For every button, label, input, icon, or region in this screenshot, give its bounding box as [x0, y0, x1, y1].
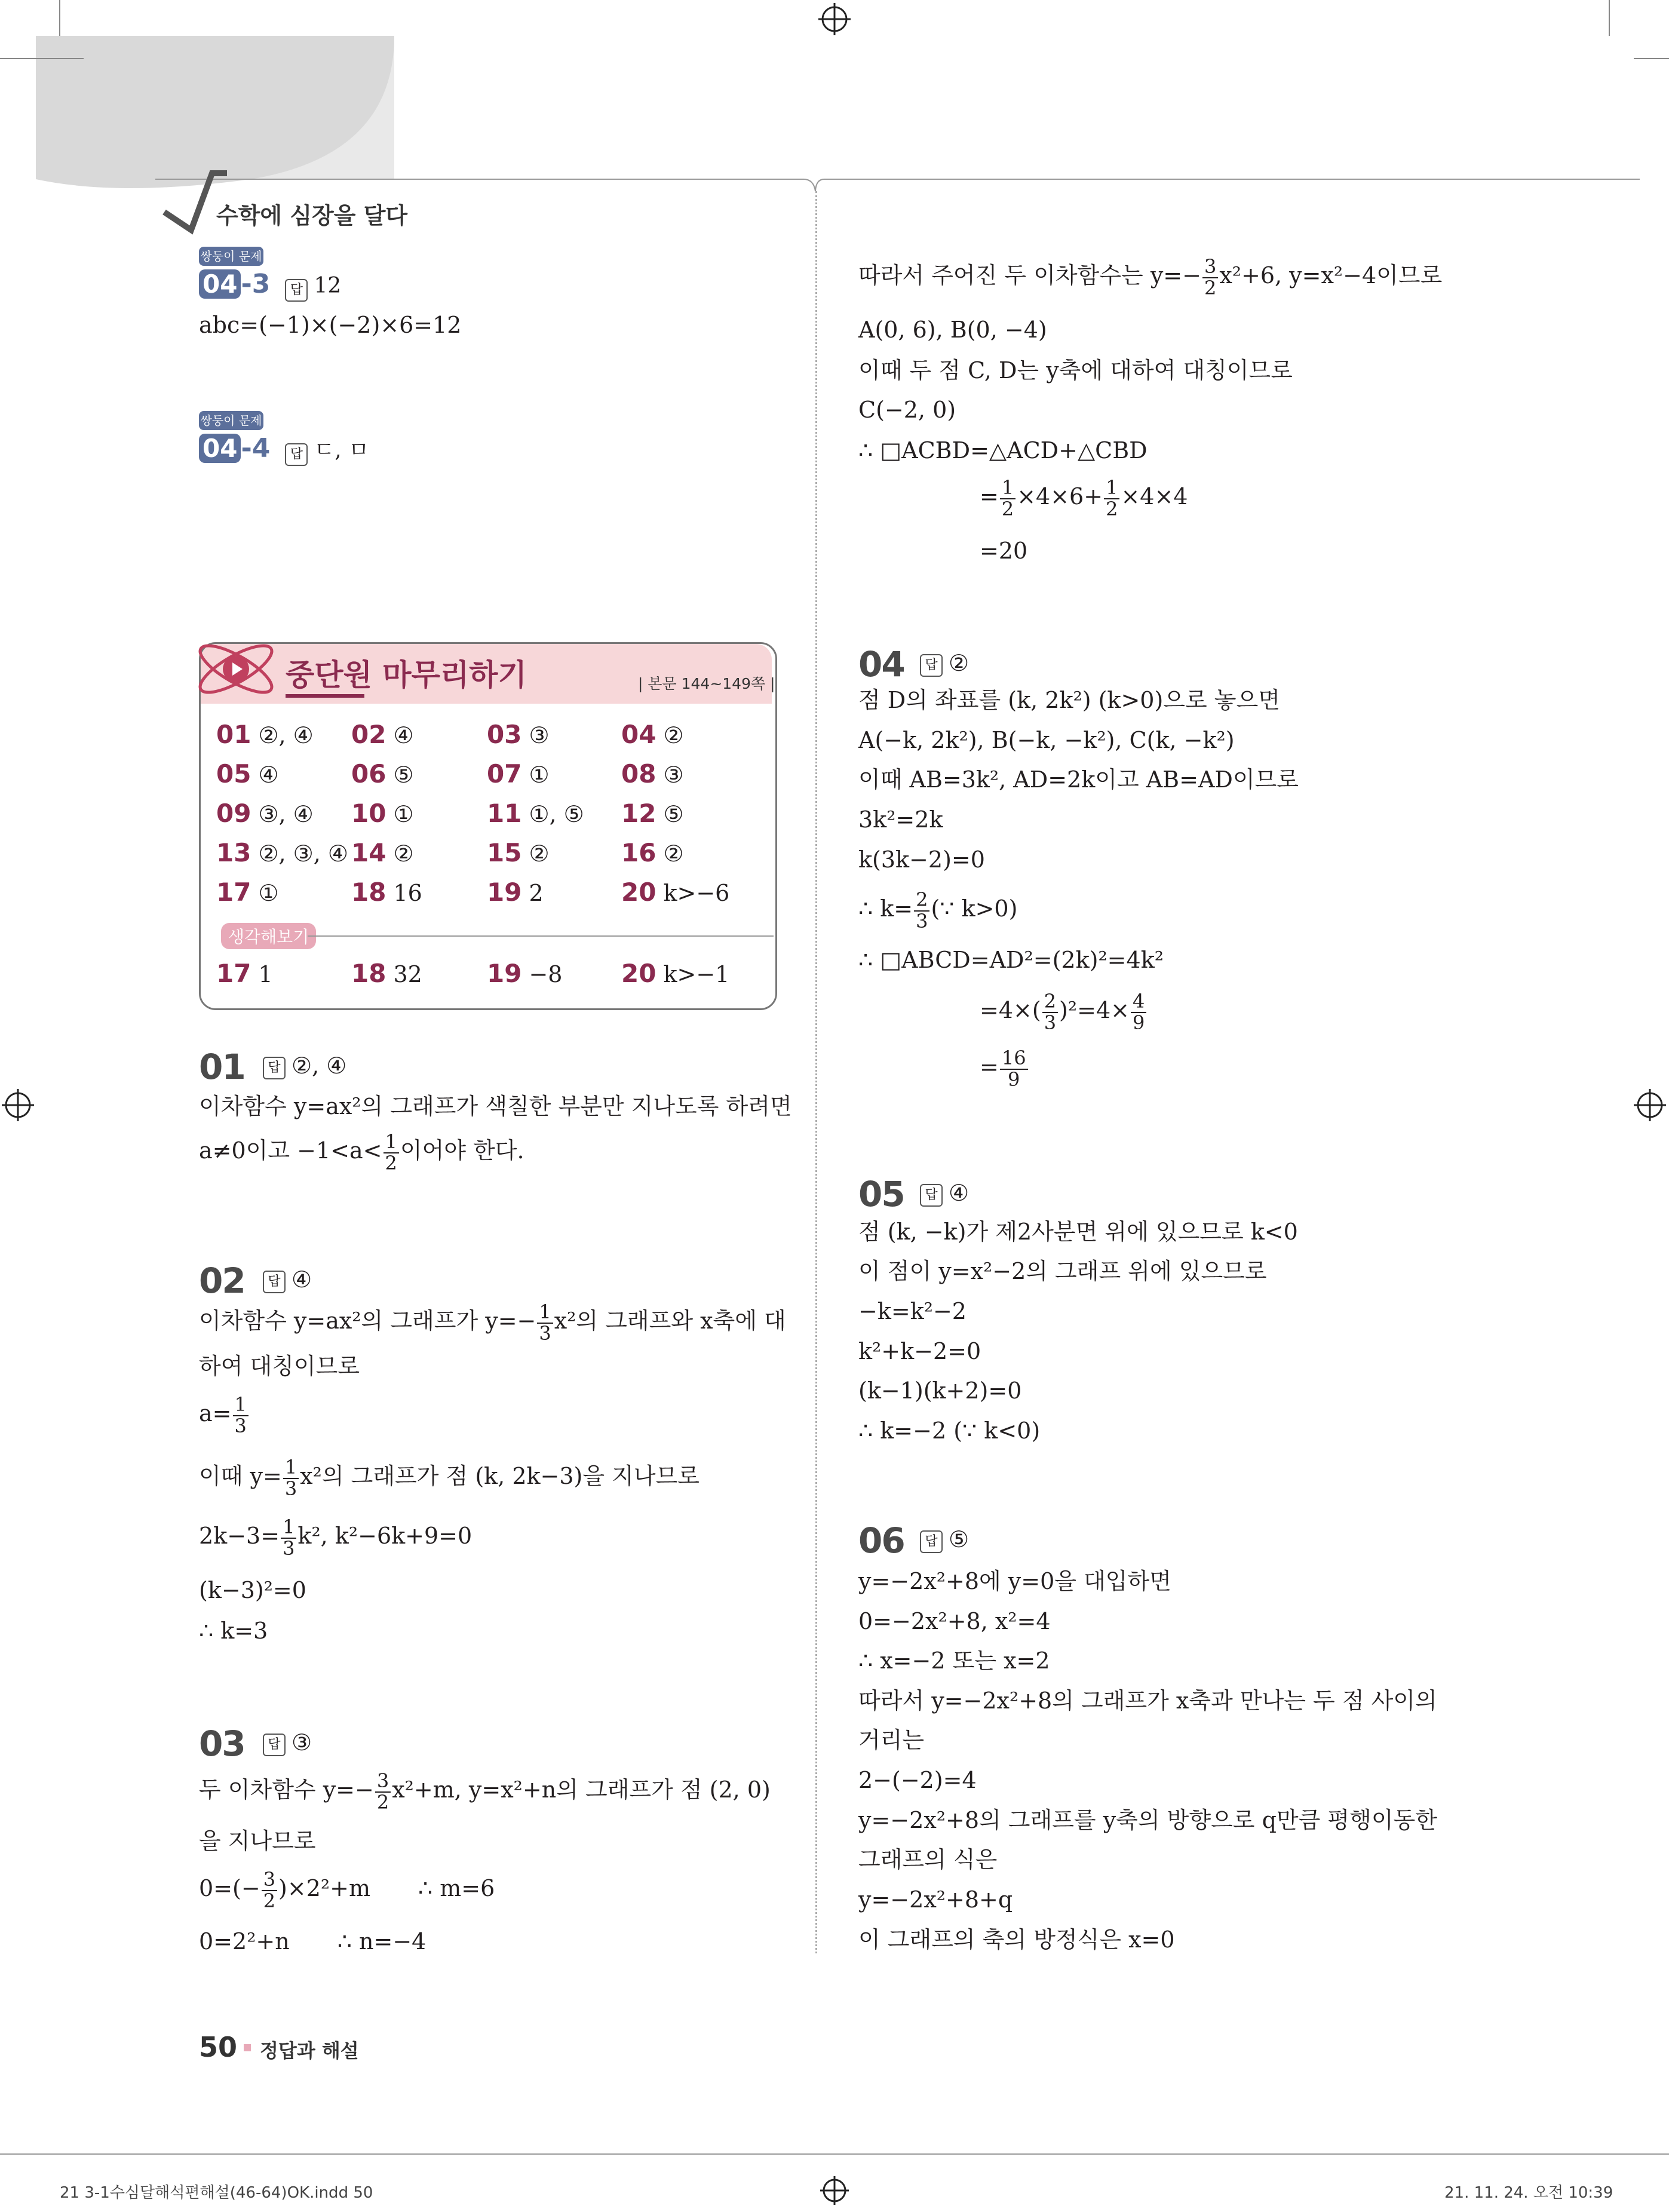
- review-answer-number: 01: [216, 720, 251, 749]
- text-line: [199, 1458, 699, 1499]
- text-line: A(−k, 2k²), B(−k, −k²), C(k, −k²): [858, 727, 1235, 753]
- text-line: [199, 1395, 250, 1436]
- text-seg: )×2²+m: [278, 1875, 370, 1902]
- text-line: [199, 1517, 472, 1558]
- text-seg: 2k−3=: [199, 1523, 280, 1550]
- think-answer-number: 20: [621, 959, 656, 988]
- review-answer-value: k>−6: [663, 880, 730, 906]
- review-page-ref: | 본문 144~149쪽 |: [638, 675, 775, 692]
- column-divider: [815, 191, 817, 1953]
- think-answer-number: 17: [216, 959, 251, 988]
- review-answer-number: 05: [216, 759, 251, 789]
- think-divider: [308, 935, 774, 937]
- review-answer-number: 14: [351, 838, 386, 867]
- fraction-numerator: 16: [1000, 1048, 1028, 1070]
- text-line: (k−3)²=0: [199, 1577, 306, 1603]
- fraction: [383, 1132, 399, 1173]
- fraction: [1000, 478, 1015, 519]
- twin-sub: -4: [241, 433, 271, 464]
- review-answer-value: ④: [258, 762, 279, 788]
- text-seg: 이어야 한다.: [400, 1137, 524, 1164]
- text-line: [199, 1771, 771, 1812]
- review-answer-value: ②: [393, 840, 414, 867]
- answer-icon: 답: [285, 443, 308, 466]
- fraction-denominator: 2: [1204, 276, 1217, 299]
- think-answer-cell: [351, 959, 422, 988]
- fraction-numerator: 2: [914, 890, 929, 912]
- text-line: 점 D의 좌표를 (k, 2k²) (k>0)으로 놓으면: [858, 687, 1280, 713]
- twin-problem-04-4: [199, 433, 369, 466]
- answer-icon: 답: [263, 1734, 286, 1756]
- text-line: [199, 1302, 786, 1343]
- fraction-numerator: 4: [1131, 992, 1146, 1013]
- answer-value: ④: [292, 1266, 312, 1293]
- text-line: 이 점이 y=x²−2의 그래프 위에 있으므로: [858, 1258, 1267, 1284]
- text-line: 점 (k, −k)가 제2사분면 위에 있으므로 k<0: [858, 1219, 1298, 1245]
- fraction-denominator: 9: [1008, 1067, 1020, 1091]
- review-answer-value: ②: [529, 840, 550, 867]
- text-line: ∴ k=3: [199, 1618, 268, 1644]
- text-line: =20: [980, 538, 1028, 564]
- text-seg: =4×(: [980, 997, 1041, 1024]
- fraction: [262, 1870, 277, 1911]
- answer-icon: 답: [263, 1057, 286, 1079]
- fraction: [914, 890, 929, 931]
- review-answer-cell: [351, 759, 414, 789]
- fraction: [283, 1458, 299, 1499]
- problem-number: 05: [858, 1174, 904, 1214]
- text-seg: ∴ n=−4: [337, 1928, 427, 1955]
- fraction-denominator: 2: [1001, 497, 1014, 520]
- review-answer-cell: [621, 759, 684, 789]
- footer-section: 정답과 해설: [260, 2039, 359, 2062]
- text-line: 0=−2x²+8, x²=4: [858, 1608, 1051, 1634]
- think-answer-cell: [216, 959, 273, 988]
- footer-file: 21 3-1수심달해석편해설(46-64)OK.indd 50: [60, 2184, 373, 2202]
- review-answer-number: 20: [621, 878, 656, 907]
- review-answer-number: 17: [216, 878, 251, 907]
- problem-number: 06: [858, 1520, 904, 1561]
- answer-icon: 답: [285, 279, 308, 302]
- review-answer-value: ②: [663, 840, 684, 867]
- text-line: y=−2x²+8의 그래프를 y축의 방향으로 q만큼 평행이동한: [858, 1807, 1437, 1833]
- text-line: [980, 1048, 1029, 1090]
- text-line: [980, 992, 1148, 1033]
- think-answer-value: 1: [258, 961, 273, 987]
- text-line: [980, 478, 1188, 519]
- text-seg: 두 이차함수 y=−: [199, 1777, 374, 1803]
- text-seg: (∵ k>0): [931, 895, 1018, 922]
- think-answer-cell: [621, 959, 729, 988]
- text-line: k(3k−2)=0: [858, 846, 985, 873]
- review-answer-value: ②, ④: [258, 722, 314, 748]
- fraction-denominator: 3: [539, 1321, 551, 1345]
- text-line: 하여 대칭이므로: [199, 1353, 360, 1379]
- registration-mark-left: [0, 1087, 42, 1123]
- think-answer-value: −8: [529, 961, 563, 987]
- answer-line: [920, 1526, 969, 1554]
- fraction-numerator: 3: [262, 1870, 277, 1891]
- review-answer-number: 11: [487, 799, 522, 828]
- review-answer-cell: [621, 838, 684, 867]
- review-answer-value: ②: [663, 722, 684, 748]
- text-line: 이때 두 점 C, D는 y축에 대하여 대칭이므로: [858, 357, 1293, 384]
- text-line: [199, 1928, 426, 1956]
- text-line: 그래프의 식은: [858, 1846, 998, 1873]
- text-line: k²+k−2=0: [858, 1338, 981, 1364]
- text-line: 이 그래프의 축의 방정식은 x=0: [858, 1926, 1175, 1953]
- review-answer-value: 16: [393, 880, 422, 906]
- text-seg: 이차함수 y=ax²의 그래프가 y=−: [199, 1308, 536, 1334]
- registration-mark-right: [1631, 1087, 1669, 1123]
- fraction-denominator: 2: [263, 1889, 276, 1912]
- text-line: 이때 AB=3k², AD=2k이고 AB=AD이므로: [858, 766, 1299, 793]
- fraction-denominator: 9: [1132, 1011, 1145, 1034]
- twin-number: 04: [199, 434, 241, 463]
- text-line: A(0, 6), B(0, −4): [858, 317, 1047, 343]
- twin-badge: 쌍둥이 문제: [199, 411, 263, 430]
- fraction: [1000, 1048, 1028, 1090]
- review-answer-number: 07: [487, 759, 522, 789]
- problem-number: 02: [199, 1260, 245, 1301]
- text-line: ∴ x=−2 또는 x=2: [858, 1648, 1050, 1674]
- text-seg: 이때 y=: [199, 1463, 282, 1490]
- review-answer-cell: [216, 799, 314, 828]
- fraction: [233, 1395, 248, 1436]
- text-seg: ×4×6+: [1017, 483, 1103, 510]
- review-title: 중단원 마무리하기: [286, 658, 527, 692]
- footer-bullet: [244, 2044, 251, 2051]
- fraction-numerator: 1: [233, 1395, 248, 1416]
- review-answer-number: 10: [351, 799, 386, 828]
- review-answer-value: ③: [529, 722, 550, 748]
- text-line: ∴ □ABCD=AD²=(2k)²=4k²: [858, 947, 1164, 973]
- text-seg: a=: [199, 1400, 232, 1427]
- twin-problem-04-3: [199, 269, 341, 302]
- fraction-numerator: 3: [1202, 257, 1218, 278]
- fraction-denominator: 2: [385, 1151, 397, 1174]
- review-answer-number: 09: [216, 799, 251, 828]
- text-line: 2−(−2)=4: [858, 1767, 977, 1793]
- review-answer-cell: [487, 759, 550, 789]
- text-line: 을 지나므로: [199, 1828, 316, 1854]
- fraction-numerator: 1: [537, 1302, 553, 1324]
- review-answer-value: ①: [258, 880, 279, 906]
- answer-value: 12: [314, 274, 342, 298]
- think-answer-value: k>−1: [663, 961, 730, 987]
- fraction-denominator: 2: [1106, 497, 1118, 520]
- brand-title: 수학에 심장을 달다: [216, 203, 408, 229]
- text-seg: ×4×4: [1121, 483, 1188, 510]
- answer-line: [263, 1053, 346, 1080]
- text-line: 거리는: [858, 1727, 925, 1753]
- review-answer-value: ③, ④: [258, 801, 314, 827]
- page-number: 50: [199, 2031, 238, 2063]
- review-answer-value: 2: [529, 880, 544, 906]
- twin-badge: 쌍둥이 문제: [199, 247, 263, 266]
- review-answer-cell: [487, 720, 550, 749]
- twin-number: 04: [199, 269, 241, 299]
- text-line: 이차함수 y=ax²의 그래프가 색칠한 부분만 지나도록 하려면: [199, 1093, 792, 1119]
- review-answer-number: 02: [351, 720, 386, 749]
- review-answer-value: ①, ⑤: [529, 801, 584, 827]
- text-seg: ∴ m=6: [418, 1875, 495, 1902]
- text-seg: x²+6, y=x²−4이므로: [1219, 262, 1443, 289]
- footer-rule: [0, 2153, 1669, 2155]
- review-answer-number: 04: [621, 720, 656, 749]
- fraction: [1131, 992, 1146, 1033]
- review-answer-value: ③: [663, 762, 684, 788]
- fraction: [1202, 257, 1218, 298]
- review-answer-cell: [216, 878, 279, 907]
- review-answer-cell: [351, 878, 422, 907]
- text-line: [199, 1132, 524, 1173]
- review-answer-cell: [487, 838, 550, 867]
- review-answer-number: 06: [351, 759, 386, 789]
- text-line: [858, 890, 1017, 931]
- review-answer-cell: [621, 878, 729, 907]
- think-label: 생각해보기: [221, 923, 316, 949]
- answer-line: [920, 1180, 969, 1207]
- fraction-numerator: 1: [1104, 478, 1119, 499]
- review-answer-value: ①: [393, 801, 414, 827]
- answer-line: [920, 650, 969, 677]
- text-line: ∴ k=−2 (∵ k<0): [858, 1418, 1041, 1444]
- review-answer-value: ①: [529, 762, 550, 788]
- text-line: [858, 257, 1442, 298]
- fraction-denominator: 2: [376, 1790, 389, 1814]
- review-answer-value: ⑤: [393, 762, 414, 788]
- problem-number: 03: [199, 1723, 245, 1764]
- problem-number: 04: [858, 644, 904, 685]
- review-answer-cell: [621, 799, 684, 828]
- review-answer-cell: [216, 720, 314, 749]
- text-seg: 0=2²+n: [199, 1928, 290, 1955]
- fraction-numerator: 1: [281, 1517, 296, 1539]
- text-seg: =: [980, 483, 999, 510]
- text-line: (k−1)(k+2)=0: [858, 1377, 1022, 1404]
- answer-icon: 답: [920, 1184, 943, 1207]
- fraction: [1042, 992, 1058, 1033]
- text-seg: ∴ k=: [858, 895, 913, 922]
- fraction: [375, 1771, 391, 1812]
- text-seg: 따라서 주어진 두 이차함수는 y=−: [858, 262, 1201, 289]
- answer-value: ②: [949, 650, 970, 676]
- fraction-numerator: 1: [283, 1458, 299, 1479]
- review-answer-number: 13: [216, 838, 251, 867]
- text-line: C(−2, 0): [858, 397, 956, 423]
- answer-line: [263, 1266, 312, 1294]
- answer-icon: 답: [263, 1271, 286, 1293]
- answer-line: [263, 1729, 312, 1757]
- review-answer-number: 19: [487, 878, 522, 907]
- text-line: −k=k²−2: [858, 1298, 967, 1324]
- review-answer-value: ②, ③, ④: [258, 840, 348, 867]
- footer-date: 21. 11. 24. 오전 10:39: [1444, 2184, 1613, 2202]
- fraction-numerator: 2: [1042, 992, 1058, 1013]
- review-answer-cell: [351, 799, 414, 828]
- review-answer-value: ④: [393, 722, 414, 748]
- review-answer-cell: [487, 799, 584, 828]
- fraction-denominator: 3: [234, 1414, 247, 1437]
- review-answer-number: 15: [487, 838, 522, 867]
- atom-icon: [191, 624, 281, 714]
- review-answer-number: 18: [351, 878, 386, 907]
- answer-icon: 답: [920, 1530, 943, 1553]
- text-seg: k², k²−6k+9=0: [297, 1523, 473, 1550]
- think-answer-cell: [487, 959, 562, 988]
- answer-icon: 답: [920, 654, 943, 677]
- review-answer-number: 12: [621, 799, 656, 828]
- review-answer-cell: [621, 720, 684, 749]
- fraction: [537, 1302, 553, 1343]
- fraction-numerator: 1: [383, 1132, 399, 1153]
- fraction-denominator: 3: [1044, 1011, 1057, 1034]
- review-answer-cell: [487, 878, 544, 907]
- think-answer-number: 19: [487, 959, 522, 988]
- text-line: y=−2x²+8에 y=0을 대입하면: [858, 1568, 1171, 1594]
- text-seg: =: [980, 1054, 999, 1081]
- fraction-denominator: 3: [283, 1536, 295, 1560]
- fraction: [281, 1517, 296, 1558]
- text-line: ∴ □ACBD=△ACD+△CBD: [858, 437, 1148, 464]
- twin-sub: -3: [241, 269, 271, 299]
- review-underline: [286, 694, 364, 698]
- text-line: 따라서 y=−2x²+8의 그래프가 x축과 만나는 두 점 사이의: [858, 1688, 1437, 1714]
- text-seg: x²의 그래프가 점 (k, 2k−3)을 지나므로: [300, 1463, 699, 1490]
- answer-value: ②, ④: [292, 1053, 347, 1079]
- review-answer-number: 16: [621, 838, 656, 867]
- review-answer-number: 03: [487, 720, 522, 749]
- answer-value: ㄷ, ㅁ: [314, 438, 369, 462]
- fraction: [1104, 478, 1119, 519]
- fraction-numerator: 3: [375, 1771, 391, 1793]
- text-seg: x²+m, y=x²+n의 그래프가 점 (2, 0): [392, 1777, 771, 1803]
- text-line: [199, 1870, 495, 1911]
- review-answer-cell: [351, 838, 414, 867]
- review-answer-cell: [351, 720, 414, 749]
- fraction-numerator: 1: [1000, 478, 1015, 499]
- fraction-denominator: 3: [284, 1477, 297, 1500]
- text-seg: )²=4×: [1059, 997, 1130, 1024]
- text-line: y=−2x²+8+q: [858, 1886, 1013, 1913]
- text-line: 3k²=2k: [858, 806, 943, 833]
- answer-value: ④: [949, 1180, 970, 1206]
- answer-value: ③: [292, 1729, 312, 1756]
- problem-number: 01: [199, 1047, 245, 1087]
- think-answer-value: 32: [393, 961, 422, 987]
- answer-value: ⑤: [949, 1526, 970, 1553]
- review-answer-number: 08: [621, 759, 656, 789]
- registration-mark-bottom: [818, 2174, 851, 2207]
- text-seg: 0=(−: [199, 1875, 260, 1902]
- text-seg: x²의 그래프와 x축에 대: [554, 1308, 786, 1334]
- text-seg: a≠0이고 −1<a<: [199, 1137, 382, 1164]
- fraction-denominator: 3: [916, 909, 928, 932]
- review-answer-value: ⑤: [663, 801, 684, 827]
- review-answer-cell: [216, 759, 279, 789]
- review-answer-cell: [216, 838, 348, 867]
- think-answer-number: 18: [351, 959, 386, 988]
- text-line: abc=(−1)×(−2)×6=12: [199, 312, 462, 338]
